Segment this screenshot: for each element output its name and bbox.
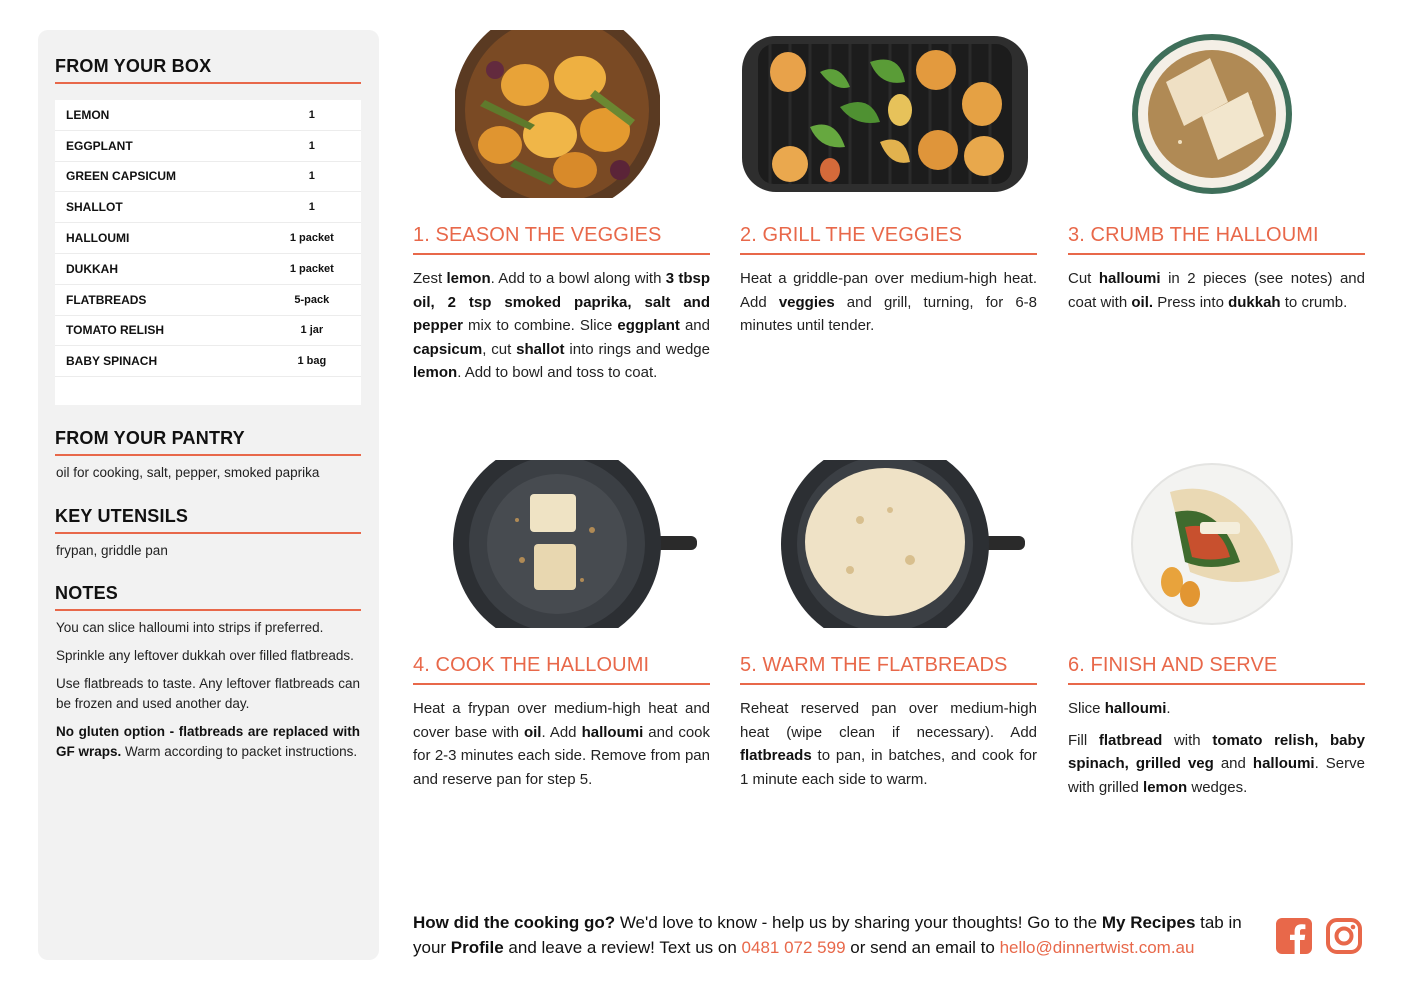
- step-1-rule: [413, 253, 710, 255]
- warming-flatbread-photo: [780, 460, 1030, 628]
- pantry-title-rule: [55, 454, 361, 456]
- ingredient-qty: 1: [308, 201, 315, 214]
- utensils-title: KEY UTENSILS: [55, 506, 189, 526]
- table-row: [55, 131, 361, 162]
- step-1-title: 1. SEASON THE VEGGIES: [413, 224, 662, 246]
- note-2: Sprinkle any leftover dukkah over filled flatbreads.: [56, 648, 354, 663]
- table-row: [55, 316, 361, 347]
- cooking-halloumi-photo: [452, 460, 702, 628]
- note-4: [56, 722, 360, 762]
- step-4-rule: [413, 683, 710, 685]
- pantry-list: oil for cooking, salt, pepper, smoked paprika: [56, 465, 320, 480]
- box-title: FROM YOUR BOX: [55, 56, 212, 76]
- notes-body: [56, 618, 360, 770]
- box-ingredient-table: [55, 100, 361, 405]
- table-row: [55, 285, 361, 316]
- ingredient-name: BABY SPINACH: [66, 354, 158, 369]
- step-5-rule: [740, 683, 1037, 685]
- step-3-title: 3. CRUMB THE HALLOUMI: [1068, 224, 1319, 246]
- ingredient-qty: 1: [308, 170, 315, 183]
- served-flatbread-photo: [1130, 462, 1294, 626]
- ingredient-qty: 1 bag: [297, 355, 327, 368]
- ingredient-name: TOMATO RELISH: [66, 323, 165, 338]
- step-6-para-1: Slice halloumi.: [1068, 700, 1171, 717]
- seasoned-veggies-photo: [455, 30, 660, 198]
- note-4-rest: Warm according to packet instructions.: [121, 744, 358, 759]
- note-1: You can slice halloumi into strips if preferred.: [56, 620, 324, 635]
- utensils-title-rule: [55, 532, 361, 534]
- ingredients-sidebar: [38, 30, 379, 960]
- step-6-text: [1068, 697, 1365, 807]
- ingredient-name: EGGPLANT: [66, 138, 133, 153]
- instagram-icon[interactable]: [1325, 917, 1363, 955]
- ingredient-qty: 1: [308, 108, 315, 121]
- ingredient-name: SHALLOT: [66, 200, 123, 215]
- step-6-rule: [1068, 683, 1365, 685]
- table-row: [55, 162, 361, 193]
- phone-link[interactable]: 0481 072 599: [741, 938, 846, 957]
- step-5-text: Reheat reserved pan over medium-high heat (wipe clean if necessary). Add flatbreads to pan, in batches, and cook for 1 minute each side to warm.: [740, 700, 1037, 788]
- note-4-bold: No gluten option - flatbreads are replaced with GF wraps.: [56, 724, 360, 759]
- table-row: [55, 100, 361, 131]
- note-3: Use flatbreads to taste. Any leftover flatbreads can be frozen and used another day.: [56, 676, 360, 711]
- ingredient-qty: 1 packet: [289, 232, 334, 245]
- griddle-veggies-photo: [740, 32, 1030, 196]
- step-4-text: Heat a frypan over medium-high heat and cover base with oil. Add halloumi and cook for 2-3 minutes each side. Remove from pan and reserve pan for step 5.: [413, 700, 710, 788]
- step-4-title: 4. COOK THE HALLOUMI: [413, 654, 650, 676]
- notes-title-rule: [55, 609, 361, 611]
- ingredient-name: FLATBREADS: [66, 292, 147, 307]
- step-6-title: 6. FINISH AND SERVE: [1068, 654, 1278, 676]
- ingredient-name: HALLOUMI: [66, 231, 130, 246]
- ingredient-qty: 5-pack: [294, 293, 330, 306]
- table-row: [55, 192, 361, 223]
- ingredient-qty: 1 jar: [300, 324, 324, 337]
- step-3-rule: [1068, 253, 1365, 255]
- pantry-title: FROM YOUR PANTRY: [55, 428, 245, 448]
- step-2-title: 2. GRILL THE VEGGIES: [740, 224, 963, 246]
- table-row: [55, 254, 361, 285]
- step-3-text: Cut halloumi in 2 pieces (see notes) and coat with oil. Press into dukkah to crumb.: [1068, 270, 1365, 311]
- step-6-para-2: Fill flatbread with tomato relish, baby spinach, grilled veg and halloumi. Serve with grilled lemon wedges.: [1068, 731, 1366, 796]
- crumbed-halloumi-photo: [1130, 32, 1294, 196]
- step-1-text: Zest lemon. Add to a bowl along with 3 tbsp oil, 2 tsp smoked paprika, salt and pepper mix to combine. Slice eggplant and capsicum, cut shallot into rings and wedge lemon. Add to bowl and toss to coat.: [413, 270, 710, 381]
- utensils-list: frypan, griddle pan: [56, 543, 168, 558]
- email-link[interactable]: hello@dinnertwist.com.au: [999, 938, 1195, 957]
- table-row: [55, 346, 361, 377]
- feedback-footer: How did the cooking go? We'd love to know - help us by sharing your thoughts! Go to the My Recipes tab in your Profile and leave a review! Text us on 0481 072 599 or send an email to hello@dinnertwist.com.au: [413, 913, 1242, 957]
- facebook-icon[interactable]: [1275, 917, 1313, 955]
- ingredient-name: DUKKAH: [66, 261, 118, 276]
- notes-title: NOTES: [55, 583, 119, 603]
- box-title-rule: [55, 82, 361, 84]
- ingredient-qty: 1: [308, 139, 315, 152]
- ingredient-name: LEMON: [66, 107, 110, 122]
- step-2-rule: [740, 253, 1037, 255]
- table-row: [55, 223, 361, 254]
- step-2-text: Heat a griddle-pan over medium-high heat. Add veggies and grill, turning, for 6-8 minutes until tender.: [740, 270, 1037, 334]
- ingredient-name: GREEN CAPSICUM: [66, 169, 177, 184]
- step-5-title: 5. WARM THE FLATBREADS: [740, 654, 1008, 676]
- ingredient-qty: 1 packet: [289, 262, 334, 275]
